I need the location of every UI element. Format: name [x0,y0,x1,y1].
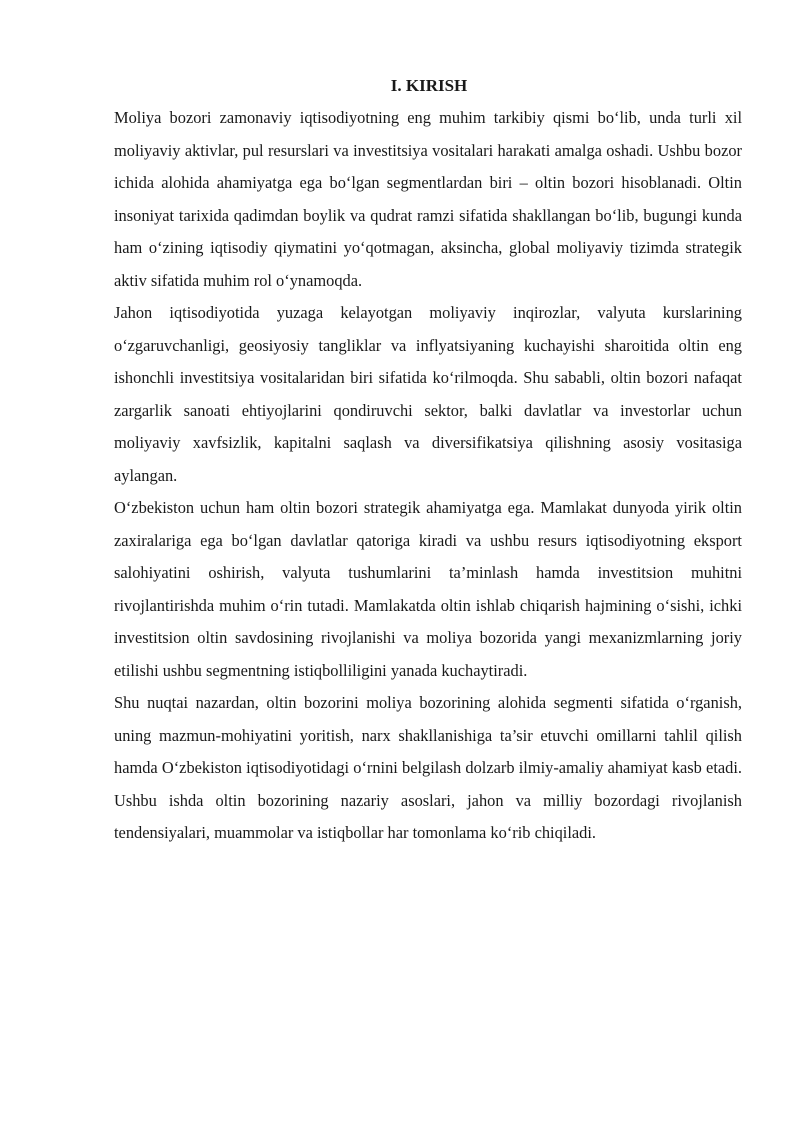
paragraph-2: Jahon iqtisodiyotida yuzaga kelayotgan moliyaviy inqirozlar, valyuta kurslarining o‘zgaruvchanligi, geosiyosiy tangliklar va inflyatsiyaning kuchayishi sharoitida oltin eng ishonchli investitsiya vositalaridan biri sifatida ko‘rilmoqda. Shu sababli, oltin bozori nafaqat zargarlik sanoati ehtiyojlarini qondiruvchi sektor, balki davlatlar va investorlar uchun moliyaviy xavfsizlik, kapitalni saqlash va diversifikatsiya qilishning asosiy vositasiga aylangan. [114,303,742,485]
document-body [114,102,742,850]
paragraph-1: Moliya bozori zamonaviy iqtisodiyotning eng muhim tarkibiy qismi bo‘lib, unda turli xil moliyaviy aktivlar, pul resurslari va investitsiya vositalari harakati amalga oshadi. Ushbu bozor ichida alohida ahamiyatga ega bo‘lgan segmentlardan biri – oltin bozori hisoblanadi. Oltin insoniyat tarixida qadimdan boylik va qudrat ramzi sifatida shakllangan bo‘lib, bugungi kunda ham o‘zining iqtisodiy qiymatini yo‘qotmagan, aksincha, global moliyaviy tizimda strategik aktiv sifatida muhim rol o‘ynamoqda. [114,108,742,290]
section-heading: I. KIRISH [390,76,468,95]
paragraph-3: O‘zbekiston uchun ham oltin bozori strategik ahamiyatga ega. Mamlakat dunyoda yirik oltin zaxiralariga ega bo‘lgan davlatlar qatoriga kiradi va ushbu resurs iqtisodiyotning eksport salohiyatini oshirish, valyuta tushumlarini ta’minlash hamda investitsion muhitni rivojlantirishda muhim o‘rin tutadi. Mamlakatda oltin ishlab chiqarish hajmining o‘sishi, ichki investitsion oltin savdosining rivojlanishi va moliya bozorida yangi mexanizmlarning joriy etilishi ushbu segmentning istiqbolliligini yanada kuchaytiradi. [114,498,742,680]
paragraph-4: Shu nuqtai nazardan, oltin bozorini moliya bozorining alohida segmenti sifatida o‘rganish, uning mazmun-mohiyatini yoritish, narx shakllanishiga ta’sir etuvchi omillarni tahlil qilish hamda O‘zbekiston iqtisodiyotidagi o‘rnini belgilash dolzarb ilmiy-amaliy ahamiyat kasb etadi. Ushbu ishda oltin bozorining nazariy asoslari, jahon va milliy bozordagi rivojlanish tendensiyalari, muammolar va istiqbollar har tomonlama ko‘rib chiqiladi. [114,693,742,842]
